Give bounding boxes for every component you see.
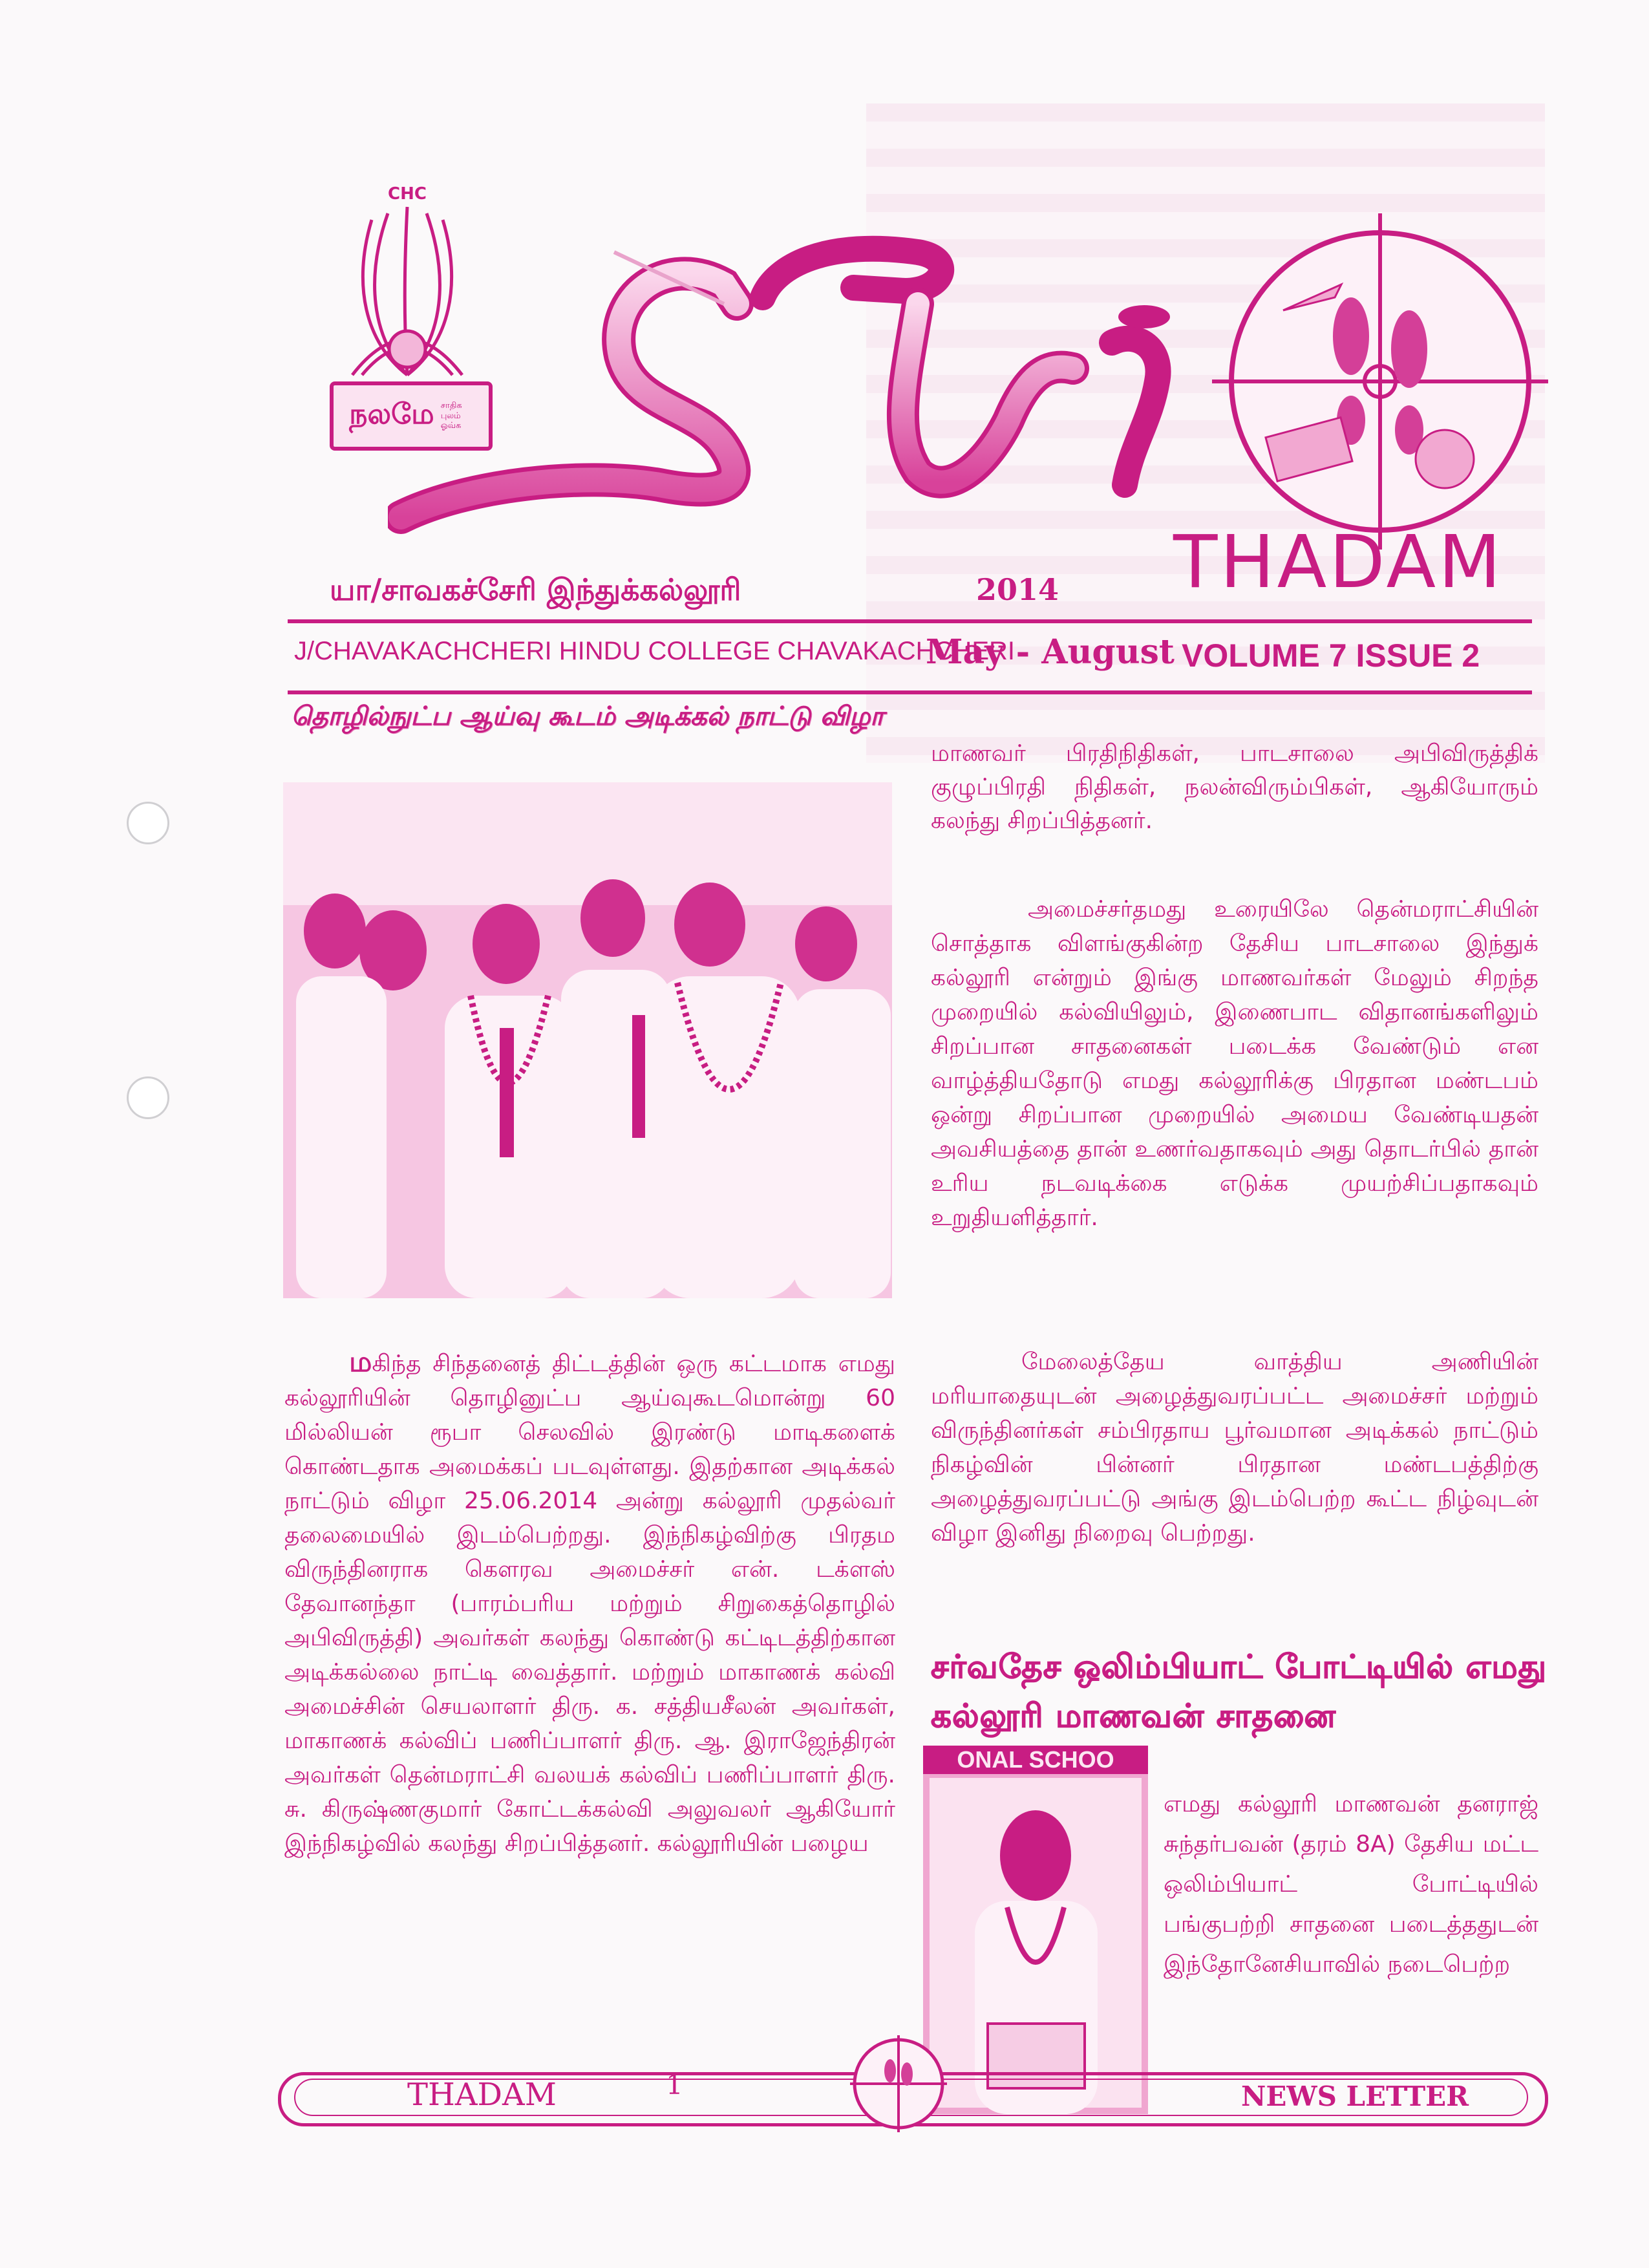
- college-name-tamil: யா/சாவகச்சேரி இந்துக்கல்லூரி: [330, 572, 741, 607]
- logo-motto: நலமே: [349, 398, 434, 431]
- issue-year: 2014: [976, 572, 1059, 607]
- footer-emblem-icon: [850, 2035, 947, 2132]
- crest-monogram: CHC: [388, 184, 427, 204]
- volume-issue: VOLUME 7 ISSUE 2: [1182, 637, 1480, 674]
- article-continuation: மாணவர் பிரதிநிதிகள், பாடசாலை அபிவிருத்திக் குழுப்பிரதி நிதிகள், நலன்விரும்பிகள், ஆகியோரும் கலந்து சிறப்பித்தனர்.: [931, 740, 1538, 834]
- issue-months: May - August: [926, 632, 1175, 672]
- title-logotype: [388, 213, 1306, 575]
- footprints-target-emblem: [1212, 213, 1548, 550]
- logo-motto-small: சாதிக புலம் ஓவ்க: [440, 401, 462, 431]
- masthead-rule-bottom: [288, 690, 1532, 694]
- footer-label: NEWS LETTER: [1241, 2081, 1469, 2112]
- olympiad-headline: சர்வதேச ஒலிம்பியாட் போட்டியில் எமது கல்லூரி மாணவன் சாதனை: [931, 1648, 1547, 1735]
- dropcap: ம: [349, 1345, 372, 1378]
- punch-hole: [127, 1076, 169, 1119]
- article-headline: தொழில்நுட்ப ஆய்வு கூடம் அடிக்கல் நாட்டு விழா: [291, 701, 884, 731]
- footer-title: THADAM: [407, 2077, 557, 2113]
- punch-hole: [127, 802, 169, 844]
- page-number: 1: [666, 2069, 683, 2101]
- article-paragraph-ceremony: மேலைத்தேய வாத்திய அணியின் மரியாதையுடன் அழைத்துவரப்பட்ட அமைச்சர் மற்றும் விருந்தினர்கள் சம்பிரதாய பூர்வமான அடிக்கல் நாட்டும் நிகழ்வின் பின்னர் பிரதான மண்டபத்திற்கு அழைத்துவரப்பட்டு அங்கு இடம்பெற்ற கூட்ட நிழ்வுடன் விழா இனிது நிறைவு பெற்றது.: [931, 1349, 1538, 1546]
- masthead-rule-top: [288, 619, 1532, 623]
- title-english: THADAM: [1173, 520, 1504, 604]
- article-body-left: [284, 1345, 895, 1861]
- article-text: கிந்த சிந்தனைத் திட்டத்தின் ஒரு கட்டமாக எமது கல்லூரியின் தொழினுட்ப ஆய்வுகூடமொன்று 60 மில்லியன் ரூபா செலவில் இரண்டு மாடிகளைக் கொண்டதாக அமைக்கப் படவுள்ளது. இதற்கான அடிக்கல் நாட்டும் விழா 25.06.2014 அன்று கல்லூரி முதல்வர் தலைமையில் இடம்பெற்றது. இந்நிகழ்விற்கு பிரதம விருந்தினராக கௌரவ அமைச்சர் என். டக்ளஸ் தேவானந்தா (பாரம்பரிய மற்றும் சிறுகைத்தொழில் அபிவிருத்தி) அவர்கள் கலந்து கொண்டு கட்டிடத்திற்கான அடிக்கல்லை நாட்டி வைத்தார். மற்றும் மாகாணக் கல்வி அமைச்சின் செயலாளர் திரு. க. சத்தியசீலன் அவர்கள், மாகாணக் கல்விப் பணிப்பாளர் திரு. ஆ. இராஜேந்திரன் அவர்கள் தென்மராட்சி வலயக் கல்விப் பணிப்பாளர் திரு. சு. கிருஷ்ணகுமார் கோட்டக்கல்வி அலுவலர் ஆகியோர் இந்நிகழ்வில் கலந்து சிறப்பித்தனர். கல்லூரியின் பழைய: [284, 1351, 895, 1857]
- student-photo: [923, 1746, 1148, 2114]
- college-name-english: J/CHAVAKACHCHERI HINDU COLLEGE CHAVAKACHCHERI: [294, 637, 1015, 665]
- olympiad-body: எமது கல்லூரி மாணவன் தனராஜ் சுந்தர்பவன் (தரம் 8A) தேசிய மட்ட ஒலிம்பியாட் போட்டியில் பங்குபற்றி சாதனை படைத்ததுடன் இந்தோனேசியாவில் நடைபெற்ற: [1164, 1791, 1538, 1978]
- photo-banner-text: ONAL SCHOO: [923, 1746, 1148, 1774]
- article-paragraph-minister: அமைச்சர்தமது உரையிலே தென்மராட்சியின் சொத்தாக விளங்குகின்ற தேசிய பாடசாலை இந்துக் கல்லூரி என்றும் இங்கு மாணவர்கள் மேலும் சிறந்த முறையில் கல்வியிலும், இணைபாட விதானங்களிலும் சிறப்பான சாதனைகள் படைக்க வேண்டும் என வாழ்த்தியதோடு எமது கல்லூரிக்கு பிரதான மண்டபம் ஒன்று சிறப்பான முறையில் அமைய வேண்டியதன் அவசியத்தை தான் உணர்வதாகவும் அது தொடர்பில் தான் உரிய நடவடிக்கை எடுக்க முயற்சிப்பதாகவும் உறுதியளித்தார்.: [931, 896, 1538, 1231]
- article-photo: [283, 782, 892, 1298]
